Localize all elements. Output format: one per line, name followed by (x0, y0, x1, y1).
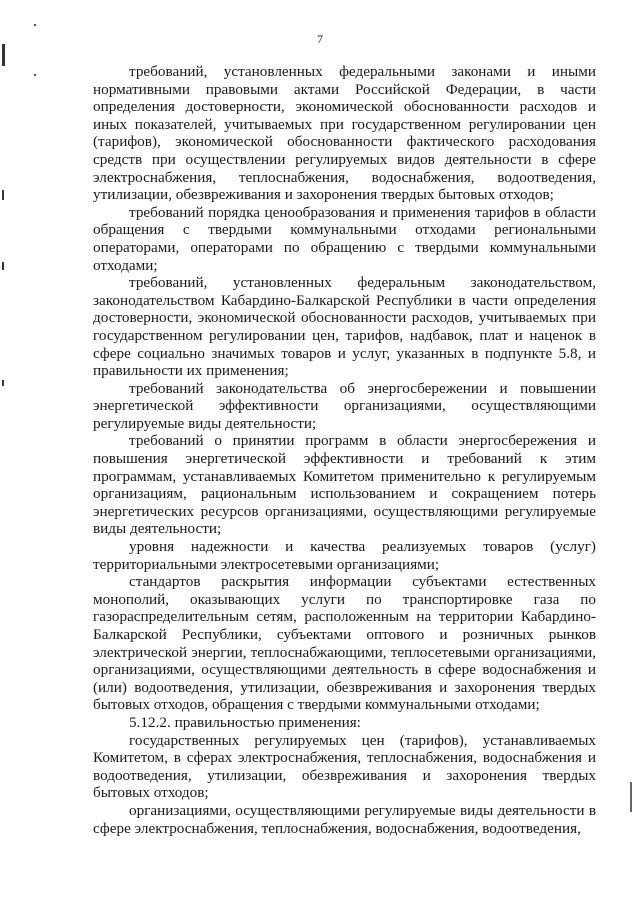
scan-dot (34, 24, 36, 26)
scan-dot (34, 74, 36, 76)
scan-edge-mark (2, 262, 4, 270)
paragraph: требований, установленных федеральными законами и иными нормативными правовыми актами Российской Федерации, в части определения достоверности, экономической обоснованности расходов и иных показателей, учитываемых при государственном регулировании цен (тарифов), экономической обоснованности фактического расходования средств при осуществлении регулируемых видов деятельности в сфере электроснабжения, теплоснабжения, водоснабжения, водоотведения, утилизации, обезвреживания и захоронения твердых бытовых отходов; (93, 63, 596, 204)
page-number: 7 (317, 32, 323, 46)
paragraph: уровня надежности и качества реализуемых товаров (услуг) территориальными электросетевыми организациями; (93, 538, 596, 573)
scan-edge-mark (2, 44, 5, 66)
section-heading: 5.12.2. правильностью применения: (129, 713, 361, 731)
scan-edge-mark (630, 782, 632, 812)
paragraph: организациями, осуществляющими регулируемые виды деятельности в сфере электроснабжения, теплоснабжения, водоснабжения, водоотведения, (93, 801, 596, 837)
paragraph: стандартов раскрытия информации субъектами естественных монополий, оказывающих услуги по транспортировке газа по газораспределительным сетям, расположенным на территории Кабардино-Балкарской Республики, субъектами оптового и розничных рынков электрической энергии, теплоснабжающими, теплосетевыми организациями, организациями, осуществляющими деятельность в сфере водоснабжения и (или) водоотведения, утилизации, обезвреживания и захоронения твердых бытовых отходов, обращения с твердыми коммунальными отходами; (93, 573, 596, 714)
scan-edge-mark (2, 190, 4, 200)
paragraph: государственных регулируемых цен (тарифов), устанавливаемых Комитетом, в сферах электроснабжения, теплоснабжения, водоснабжения и водоотведения, утилизации, обезвреживания и захоронения твердых бытовых отходов; (93, 731, 596, 802)
paragraph: требований законодательства об энергосбережении и повышении энергетической эффективности организациями, осуществляющими регулируемые виды деятельности; (93, 379, 596, 432)
document-body (93, 63, 596, 837)
paragraph: требований порядка ценообразования и применения тарифов в области обращения с твердыми коммунальными отходами региональными операторами, операторами по обращению с твердыми коммунальными отходами; (93, 203, 596, 274)
paragraph: требований, установленных федеральным законодательством, законодательством Кабардино-Балкарской Республики в части определения достоверности, экономической обоснованности расходов, учитываемых при государственном регулировании цен, тарифов, надбавок, плат и наценок в сфере социально значимых товаров и услуг, указанных в подпункте 5.8, и правильности их применения; (93, 274, 596, 380)
paragraph: требований о принятии программ в области энергосбережения и повышения энергетической эффективности и требований к этим программам, устанавливаемых Комитетом применительно к регулируемым организациям, рациональным использованием и сокращением потерь энергетических ресурсов организациями, осуществляющими регулируемые виды деятельности; (93, 432, 596, 538)
scan-edge-mark (2, 380, 4, 386)
